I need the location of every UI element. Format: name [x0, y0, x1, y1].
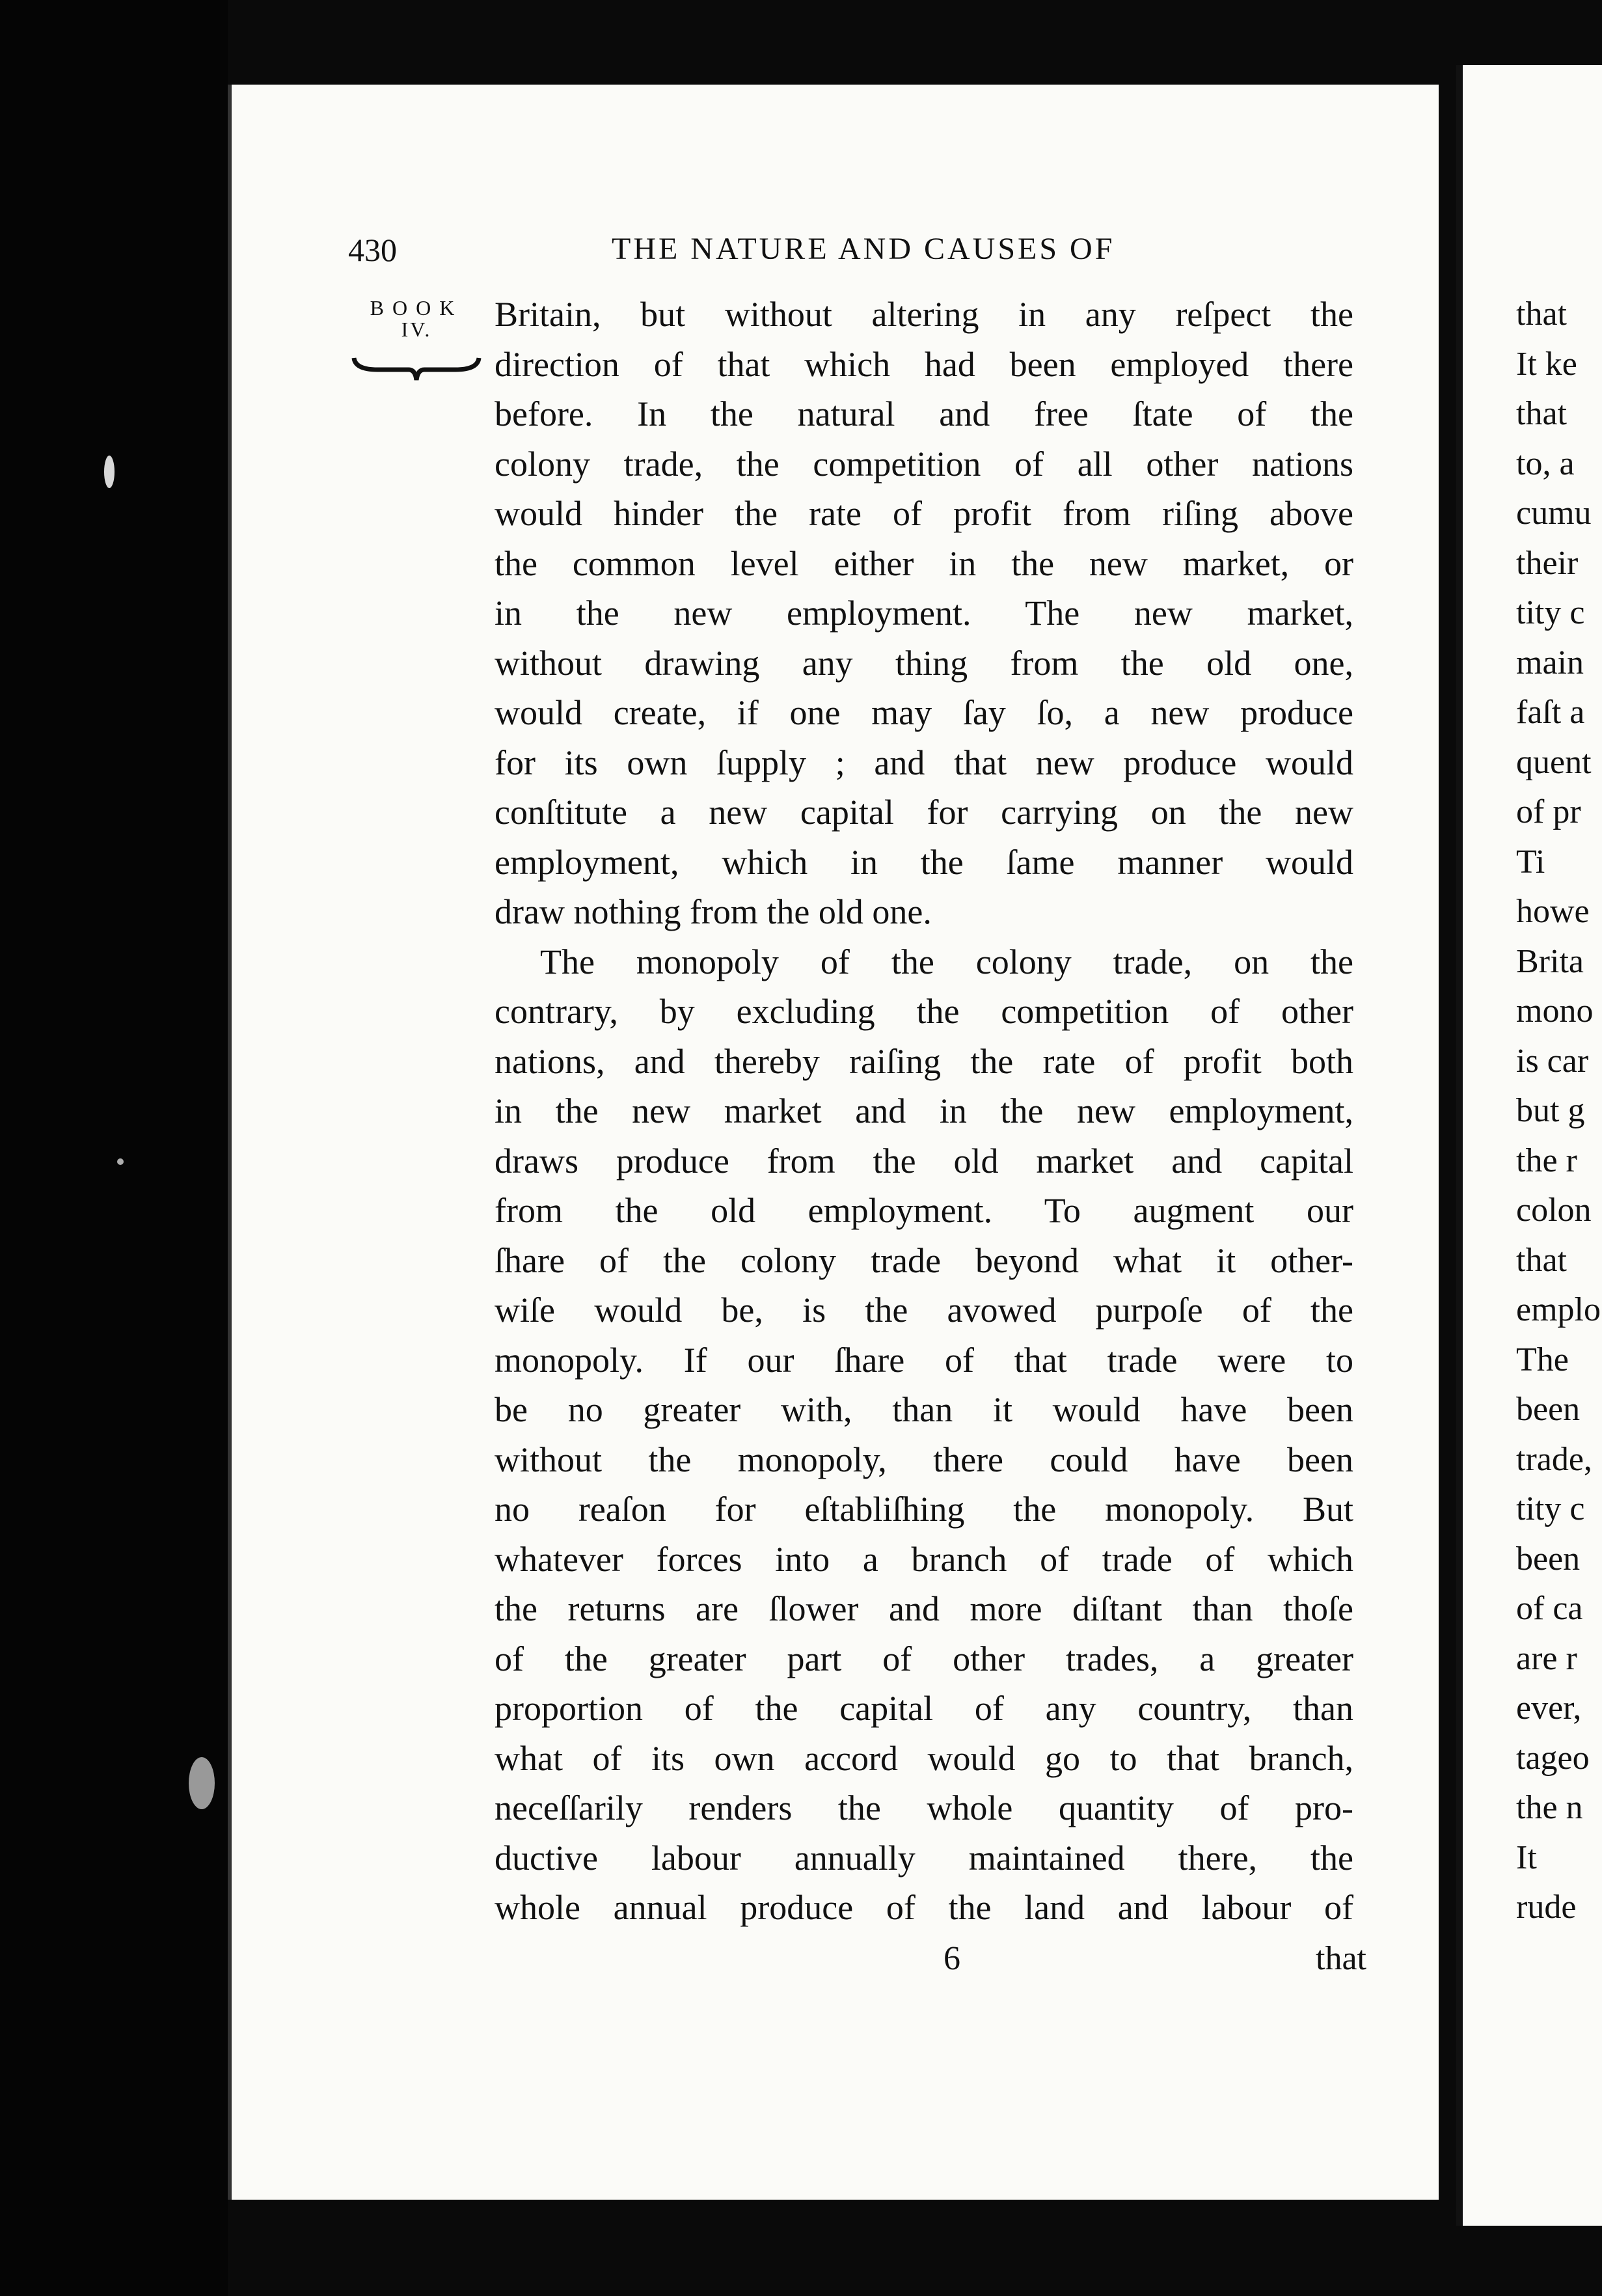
page-footer	[495, 1939, 1366, 1985]
signature-mark: 6	[944, 1940, 960, 1977]
text-line: whatever forces into a branch of trade of which	[495, 1539, 1353, 1579]
text-line: neceſſarily renders the whole quantity of pro-	[495, 1788, 1353, 1827]
text-line: direction of that which had been employed there	[495, 344, 1353, 384]
scan-dark-margin	[0, 0, 228, 2296]
text-line: colony trade, the competition of all other nations	[495, 444, 1353, 484]
text-line: Britain, but without altering in any reſpect the	[495, 295, 1353, 334]
right-page-line: their	[1516, 544, 1579, 582]
right-page-line: main	[1516, 644, 1584, 681]
right-page-line: Ti	[1516, 843, 1545, 881]
right-page-line: been	[1516, 1391, 1581, 1428]
right-page-line: emplo	[1516, 1291, 1601, 1328]
text-line: draws produce from the old market and capital	[495, 1141, 1353, 1181]
text-line: ſhare of the colony trade beyond what it other-	[495, 1240, 1353, 1280]
text-line: would create, if one may ſay ſo, a new produce	[495, 693, 1353, 732]
right-page-line: It	[1516, 1838, 1537, 1876]
right-page-line: is car	[1516, 1042, 1589, 1080]
scan-speck	[117, 1158, 124, 1165]
right-page-line: that	[1516, 1241, 1567, 1279]
right-page-line: the r	[1516, 1141, 1577, 1179]
text-line: no reaſon for eſtabliſhing the monopoly. But	[495, 1490, 1353, 1529]
right-page-line: been	[1516, 1540, 1581, 1578]
book-margin-note	[351, 296, 482, 342]
right-page-line: It ke	[1516, 345, 1577, 383]
text-line: the returns are ſlower and more diſtant than thoſe	[495, 1589, 1353, 1628]
right-page-line: tageo	[1516, 1739, 1590, 1777]
text-line: proportion of the capital of any country, than	[495, 1689, 1353, 1728]
right-page-line: tity c	[1516, 1490, 1585, 1527]
text-line: in the new employment. The new market,	[495, 594, 1353, 633]
right-page-line: mono	[1516, 992, 1594, 1030]
text-line: before. In the natural and free ſtate of the	[495, 394, 1353, 433]
text-line: for its own ſupply ; and that new produce would	[495, 743, 1353, 782]
right-page-line: rude	[1516, 1889, 1577, 1926]
right-page-line: trade,	[1516, 1440, 1592, 1478]
text-line: be no greater with, than it would have been	[495, 1390, 1353, 1429]
right-page-line: quent	[1516, 743, 1592, 781]
right-page-line: colon	[1516, 1192, 1592, 1229]
right-page-line: that	[1516, 395, 1567, 432]
right-page-line: of pr	[1516, 793, 1581, 830]
body-text	[495, 290, 1353, 1933]
text-line: from the old employment. To augment our	[495, 1191, 1353, 1230]
text-line: the common level either in the new market, or	[495, 543, 1353, 583]
text-line: whole annual produce of the land and labour of	[495, 1888, 1353, 1927]
scan-speck	[104, 456, 115, 488]
text-line: without drawing any thing from the old one,	[495, 643, 1353, 683]
right-page-line: tity c	[1516, 594, 1585, 631]
right-page-line: the n	[1516, 1789, 1583, 1826]
text-line: conſtitute a new capital for carrying on the new	[495, 793, 1353, 832]
right-page-line: cumu	[1516, 495, 1592, 532]
text-line: what of its own accord would go to that branch,	[495, 1738, 1353, 1778]
catchword: that	[1316, 1940, 1366, 1977]
volume-label: IV.	[401, 318, 432, 341]
text-line: ductive labour annually maintained there, the	[495, 1838, 1353, 1878]
right-page-line: The	[1516, 1341, 1569, 1378]
right-page-line: faſt a	[1516, 694, 1585, 731]
text-line: of the greater part of other trades, a greater	[495, 1639, 1353, 1678]
right-page-line: that	[1516, 295, 1567, 333]
right-page-text	[1516, 290, 1601, 1933]
running-title: THE NATURE AND CAUSES OF	[612, 232, 1115, 266]
text-line: wiſe would be, is the avowed purpoſe of the	[495, 1291, 1353, 1330]
right-page-line: Brita	[1516, 942, 1584, 980]
right-page-line: to, a	[1516, 444, 1575, 482]
page-number: 430	[348, 232, 397, 268]
scan-speck	[189, 1757, 215, 1809]
paragraph-start-line: The monopoly of the colony trade, on the	[540, 942, 1353, 981]
text-line: in the new market and in the new employment,	[495, 1091, 1353, 1130]
text-line: draw nothing from the old one.	[495, 892, 932, 931]
book-label: BOOK	[370, 296, 463, 320]
text-line: nations, and thereby raiſing the rate of profit both	[495, 1041, 1353, 1081]
right-page-line: howe	[1516, 893, 1590, 930]
page-header	[348, 231, 1363, 277]
text-line: monopoly. If our ſhare of that trade were to	[495, 1340, 1353, 1380]
text-line: contrary, by excluding the competition of other	[495, 992, 1353, 1031]
right-page-line: but g	[1516, 1092, 1585, 1129]
curly-brace-icon	[351, 351, 482, 384]
text-line: employment, which in the ſame manner would	[495, 842, 1353, 882]
right-page-line: are r	[1516, 1639, 1577, 1677]
right-page-line: ever,	[1516, 1689, 1582, 1727]
right-page-line: of ca	[1516, 1590, 1583, 1627]
text-line: without the monopoly, there could have been	[495, 1440, 1353, 1479]
text-line: would hinder the rate of profit from riſing above	[495, 494, 1353, 533]
